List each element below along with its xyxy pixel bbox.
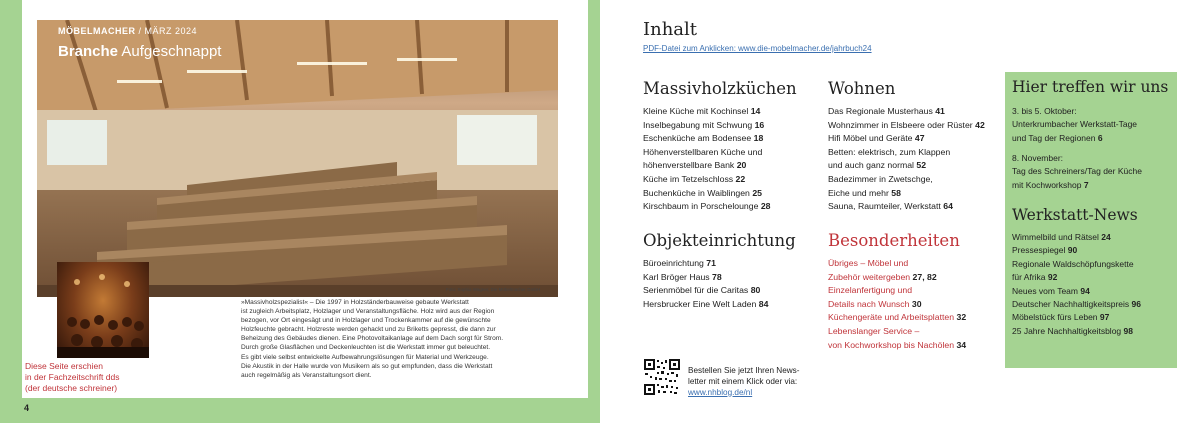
right-page bbox=[600, 0, 1200, 423]
publication-note-line: (der deutsche schreiner) bbox=[25, 383, 118, 393]
section-objekteinrichtung bbox=[643, 231, 796, 311]
news-item[interactable]: Wimmelbild und Rätsel 24 bbox=[1012, 232, 1111, 242]
toc-item[interactable]: Betten: elektrisch, zum Klappen bbox=[828, 146, 951, 157]
news-item[interactable]: Deutscher Nachhaltigkeitspreis 96 bbox=[1012, 299, 1141, 310]
photo-credit: Foto: Sophia Wagner, Die Möbelmacher GmbH bbox=[446, 287, 541, 292]
toc-item[interactable]: Serienmöbel für die Caritas 80 bbox=[643, 285, 761, 296]
toc-item[interactable]: Hifi Möbel und Geräte 47 bbox=[828, 133, 925, 144]
news-item[interactable]: Regionale Waldschöpfungskette bbox=[1012, 258, 1134, 269]
section-massivholzkuechen bbox=[643, 79, 797, 214]
news-item[interactable]: für Afrika 92 bbox=[1012, 272, 1058, 283]
toc-item[interactable]: Wohnzimmer in Elsbeere oder Rüster 42 bbox=[828, 119, 985, 130]
caption-line: bezogen, vor Ort eingesägt und in Holzlager und Trockenkammer auf die gewünschte bbox=[241, 317, 491, 325]
header-issue: MÖBELMACHER / MÄRZ 2024 bbox=[58, 26, 198, 36]
meet-title: Hier treffen wir uns bbox=[1012, 78, 1169, 96]
toc-item[interactable]: Karl Bröger Haus 78 bbox=[643, 271, 722, 282]
toc-item[interactable]: Badezimmer in Zwetschge, bbox=[828, 173, 933, 184]
toc-item[interactable]: Zubehör weitergeben 27, 82 bbox=[828, 271, 937, 282]
toc-item[interactable]: Kleine Küche mit Kochinsel 14 bbox=[643, 106, 761, 116]
publication-note-line: in der Fachzeitschrift dds bbox=[25, 372, 120, 382]
toc-item[interactable]: Einzelanfertigung und bbox=[828, 285, 913, 296]
concert-photo bbox=[57, 262, 149, 358]
toc-item[interactable]: Details nach Wunsch 30 bbox=[828, 298, 922, 309]
highlight-box bbox=[1005, 72, 1177, 368]
publication-note bbox=[25, 361, 119, 394]
section-wohnen bbox=[828, 79, 985, 214]
caption-line: Beheizung des Gebäudes dienen. Eine Photovoltaikanlage auf dem Dach sorgt für Strom. bbox=[241, 335, 504, 343]
caption-line: Die Akustik in der Halle wurde von Musikern als so gut empfunden, dass die Werkstatt bbox=[241, 362, 493, 370]
caption-line: Durch große Glasflächen und Deckenleuchten ist die Werkstatt immer gut beleuchtet. bbox=[241, 344, 491, 352]
toc-item[interactable]: Das Regionale Musterhaus 41 bbox=[828, 106, 945, 116]
section-title: Wohnen bbox=[828, 79, 896, 98]
section-title: Objekteinrichtung bbox=[643, 231, 796, 250]
news-item[interactable]: Neues vom Team 94 bbox=[1012, 285, 1090, 296]
news-title: Werkstatt-News bbox=[1012, 206, 1138, 224]
toc-item[interactable]: Eiche und mehr 58 bbox=[828, 187, 901, 198]
toc-item[interactable]: Küchengeräte und Arbeitsplatten 32 bbox=[828, 312, 967, 323]
caption-line: »Massivholzspezialist« – Die 1997 in Holzständerbauweise gebaute Werkstatt bbox=[241, 299, 469, 306]
toc-item[interactable]: und auch ganz normal 52 bbox=[828, 160, 927, 171]
toc-item[interactable]: Inselbegabung mit Schwung 16 bbox=[643, 119, 765, 130]
qr-code-icon[interactable] bbox=[643, 358, 681, 396]
caption-line: Holzfeuchte gebracht. Holzreste werden gehackt und zu Briketts gepresst, die dann zur bbox=[241, 326, 496, 334]
toc-item[interactable]: Kirschbaum in Porschelounge 28 bbox=[643, 201, 771, 212]
newsletter-note bbox=[688, 366, 800, 398]
toc-item[interactable]: Küche im Tetzelschloss 22 bbox=[643, 173, 746, 184]
header-section: Branche Aufgeschnappt bbox=[58, 43, 222, 60]
toc-item[interactable]: Lebenslanger Service – bbox=[828, 325, 920, 336]
toc-item[interactable]: Eschenküche am Bodensee 18 bbox=[643, 133, 764, 144]
toc-item[interactable]: Büroeinrichtung 71 bbox=[643, 258, 716, 268]
toc-item[interactable]: Übriges – Möbel und bbox=[828, 258, 909, 268]
news-item[interactable]: Pressespiegel 90 bbox=[1012, 245, 1078, 256]
workshop-photo bbox=[37, 20, 558, 297]
newsletter-link[interactable]: www.nhblog.de/nl bbox=[688, 387, 753, 397]
caption-line: auch regelmäßig als Veranstaltungsort dient. bbox=[241, 371, 372, 379]
news-item[interactable]: 25 Jahre Nachhaltigkeitsblog 98 bbox=[1012, 325, 1133, 336]
toc-item[interactable]: Sauna, Raumteiler, Werkstatt 64 bbox=[828, 201, 953, 212]
caption-line: ist zugleich Arbeitsplatz, Holzlager und Veranstaltungsfläche. Holz wird aus der Region bbox=[241, 308, 495, 316]
section-besonderheiten bbox=[828, 231, 966, 352]
toc-item[interactable]: höhenverstellbare Bank 20 bbox=[643, 160, 747, 171]
newsletter-line: Bestellen Sie jetzt Ihren News- bbox=[688, 366, 800, 375]
toc-item[interactable]: Hersbrucker Eine Welt Laden 84 bbox=[643, 298, 769, 309]
section-title: Massivholzküchen bbox=[643, 79, 797, 98]
toc-item[interactable]: Buchenküche in Waiblingen 25 bbox=[643, 187, 762, 198]
event-item[interactable]: 8. November: Tag des Schreiners/Tag der Küche mit Kochworkshop 7 bbox=[1012, 153, 1142, 190]
pdf-link[interactable]: PDF-Datei zum Anklicken: www.die-mobelmacher.de/jahrbuch24 bbox=[643, 44, 872, 53]
news-item[interactable]: Möbelstück fürs Leben 97 bbox=[1012, 312, 1110, 323]
page-number: 4 bbox=[24, 403, 30, 413]
event-item[interactable]: 3. bis 5. Oktober: Unterkrumbacher Werkstatt-Tage und Tag der Regionen 6 bbox=[1012, 106, 1138, 143]
toc-title: Inhalt bbox=[643, 19, 698, 40]
newsletter-line: letter mit einem Klick oder via: bbox=[688, 376, 798, 386]
toc-item[interactable]: Höhenverstellbaren Küche und bbox=[643, 146, 763, 157]
caption-line: Es gibt viele selbst entwickelte Aufbewahrungslösungen für Material und Werkzeuge. bbox=[241, 353, 489, 361]
photo-caption bbox=[241, 298, 561, 380]
toc-item[interactable]: von Kochworkshop bis Nachölen 34 bbox=[828, 339, 967, 350]
publication-note-line: Diese Seite erschien bbox=[25, 361, 103, 371]
section-title: Besonderheiten bbox=[828, 231, 960, 250]
